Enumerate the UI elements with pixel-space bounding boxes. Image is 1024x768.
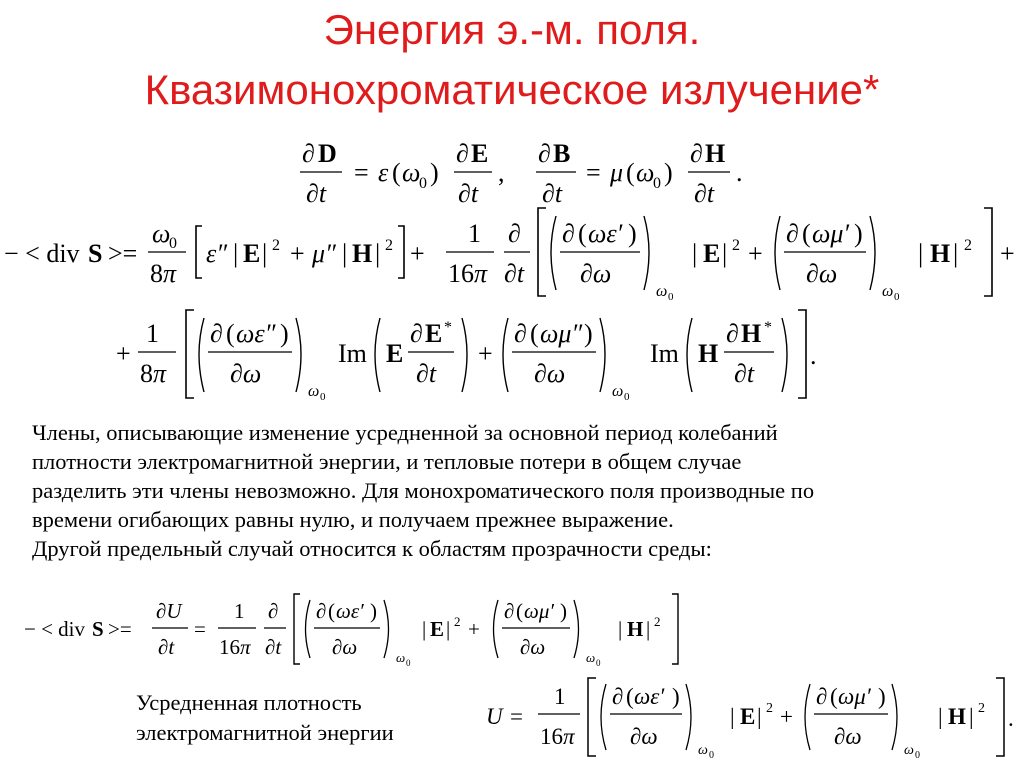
svg-text:ω: ω xyxy=(904,743,914,758)
svg-text:∂: ∂ xyxy=(612,684,624,709)
svg-text:∂: ∂ xyxy=(302,139,315,168)
svg-text:ω: ω xyxy=(698,743,708,758)
svg-text:): ) xyxy=(560,599,567,623)
svg-text:(: ( xyxy=(226,319,235,348)
svg-text:): ) xyxy=(280,319,289,348)
svg-text:∂ω: ∂ω xyxy=(580,259,612,288)
svg-text:∂t: ∂t xyxy=(734,359,755,388)
svg-text:+: + xyxy=(468,617,480,641)
svg-text:B: B xyxy=(553,139,571,168)
svg-text:E: E xyxy=(386,339,404,368)
svg-text:|: | xyxy=(969,704,974,729)
svg-text:(: ( xyxy=(626,684,634,709)
svg-text:ωμ′: ωμ′ xyxy=(812,219,850,248)
svg-text:2: 2 xyxy=(766,701,773,716)
svg-text:.: . xyxy=(810,341,817,370)
svg-text:|: | xyxy=(233,239,239,268)
svg-text:(: ( xyxy=(328,599,335,623)
svg-text:ωμ′: ωμ′ xyxy=(838,684,871,709)
svg-text:∂: ∂ xyxy=(456,139,469,168)
svg-text:∂t: ∂t xyxy=(458,179,479,208)
svg-text:0: 0 xyxy=(419,175,427,192)
svg-text:|: | xyxy=(938,704,943,729)
svg-text:2: 2 xyxy=(732,237,740,254)
svg-text:∂: ∂ xyxy=(508,219,521,248)
svg-text:H: H xyxy=(930,239,951,268)
svg-text:ω: ω xyxy=(152,219,171,248)
svg-text:|: | xyxy=(618,617,623,641)
svg-text:>=: >= xyxy=(108,617,132,641)
svg-text:∂ω: ∂ω xyxy=(834,724,862,749)
svg-text:=: = xyxy=(354,158,369,187)
svg-text:): ) xyxy=(430,158,439,187)
svg-text:(: ( xyxy=(626,158,635,187)
svg-text:∂ω: ∂ω xyxy=(520,635,546,659)
svg-text:H: H xyxy=(627,617,644,641)
svg-text:+: + xyxy=(1000,239,1015,268)
svg-text:=: = xyxy=(194,617,206,641)
equation-energy-density xyxy=(482,674,1024,764)
slide-title-line-1: Энергия э.-м. поля. xyxy=(323,6,701,53)
equation-poynting-general-line-2 xyxy=(110,306,840,406)
svg-text:H: H xyxy=(698,339,719,368)
svg-text:ωε′: ωε′ xyxy=(336,599,364,623)
svg-text:∂t: ∂t xyxy=(306,179,327,208)
svg-text:|: | xyxy=(730,704,735,729)
svg-text:1: 1 xyxy=(554,684,566,709)
svg-text:∂ω: ∂ω xyxy=(230,359,262,388)
svg-text:∂: ∂ xyxy=(816,684,828,709)
svg-text:1: 1 xyxy=(234,599,245,623)
svg-text:H: H xyxy=(705,139,726,168)
svg-text:0: 0 xyxy=(320,391,326,403)
svg-text:0: 0 xyxy=(668,291,674,303)
svg-text:μ: μ xyxy=(610,158,624,187)
svg-text:2: 2 xyxy=(978,701,985,716)
svg-text:− < div: − < div xyxy=(4,239,80,268)
svg-text:0: 0 xyxy=(709,750,714,761)
svg-text:0: 0 xyxy=(653,175,661,192)
svg-text:): ) xyxy=(370,599,377,623)
svg-text:|: | xyxy=(918,239,924,268)
svg-text:|: | xyxy=(446,617,451,641)
svg-text:S: S xyxy=(92,617,104,641)
svg-text:|: | xyxy=(262,239,268,268)
svg-text:S: S xyxy=(88,239,103,268)
svg-text:): ) xyxy=(584,319,593,348)
svg-text:U: U xyxy=(486,704,503,729)
svg-text:ω: ω xyxy=(396,650,406,665)
svg-text:(: ( xyxy=(578,219,587,248)
svg-text:ω: ω xyxy=(402,158,421,187)
svg-text:∂: ∂ xyxy=(538,139,551,168)
svg-text:∂: ∂ xyxy=(504,599,515,623)
svg-text:0: 0 xyxy=(894,291,900,303)
svg-text:): ) xyxy=(854,219,863,248)
svg-text:Im: Im xyxy=(650,339,679,368)
svg-text:*: * xyxy=(444,319,452,336)
svg-text:=: = xyxy=(510,704,523,729)
svg-text:ω: ω xyxy=(308,383,320,400)
paragraph-line: плотности электромагнитной энергии, и тепловые потери в общем случае xyxy=(32,449,742,474)
paragraph-line: разделить эти члены невозможно. Для монохроматического поля производные по xyxy=(32,478,815,503)
slide-title-line-2: Квазимонохроматическое излучение* xyxy=(144,66,880,113)
svg-text:ω: ω xyxy=(882,283,894,300)
svg-text:ω: ω xyxy=(636,158,655,187)
svg-text:0: 0 xyxy=(915,750,920,761)
svg-text:(: ( xyxy=(530,319,539,348)
svg-text:∂ω: ∂ω xyxy=(534,359,566,388)
svg-text:∂: ∂ xyxy=(562,219,575,248)
svg-text:+: + xyxy=(410,239,425,268)
svg-text:ωε′: ωε′ xyxy=(634,684,665,709)
paragraph-line: Другой предельный случай относится к областям прозрачности среды: xyxy=(32,536,712,561)
equation-constitutive xyxy=(280,132,760,212)
svg-text:0: 0 xyxy=(596,658,601,668)
svg-text:2: 2 xyxy=(964,237,972,254)
svg-text:|: | xyxy=(422,617,427,641)
svg-text:8π: 8π xyxy=(150,259,177,288)
svg-text:∂: ∂ xyxy=(726,319,739,348)
svg-text:μ″: μ″ xyxy=(312,239,336,268)
svg-text:∂t: ∂t xyxy=(158,635,175,659)
svg-text:): ) xyxy=(664,158,673,187)
svg-text:ωε″: ωε″ xyxy=(236,319,276,348)
svg-text:∂t: ∂t xyxy=(416,359,437,388)
svg-text:): ) xyxy=(672,684,680,709)
svg-text:1: 1 xyxy=(146,319,159,348)
svg-text:>=: >= xyxy=(108,239,138,268)
svg-text:0: 0 xyxy=(624,391,630,403)
svg-text:8π: 8π xyxy=(140,359,167,388)
svg-text:Im: Im xyxy=(338,339,367,368)
svg-text:,: , xyxy=(498,158,505,187)
equation-poynting-general-line-1 xyxy=(0,204,1024,304)
svg-text:2: 2 xyxy=(454,614,461,629)
svg-text:E: E xyxy=(703,239,721,268)
paragraph-line: времени огибающих равны нулю, и получаем прежнее выражение. xyxy=(32,507,674,532)
svg-text:(: ( xyxy=(802,219,811,248)
svg-text:|: | xyxy=(757,704,762,729)
svg-text:+: + xyxy=(780,704,793,729)
svg-text:16π: 16π xyxy=(219,635,251,659)
svg-text:∂: ∂ xyxy=(268,599,279,623)
svg-text:ω: ω xyxy=(612,383,624,400)
svg-text:(: ( xyxy=(516,599,523,623)
svg-text:E: E xyxy=(740,704,756,729)
svg-text:E: E xyxy=(430,617,445,641)
svg-text:1: 1 xyxy=(468,219,481,248)
svg-text:0: 0 xyxy=(169,235,177,252)
svg-text:∂: ∂ xyxy=(316,599,327,623)
paragraph-line: Члены, описывающие изменение усредненной за основной период колебаний xyxy=(32,420,778,445)
svg-text:∂t: ∂t xyxy=(542,179,563,208)
svg-text:+: + xyxy=(478,339,493,368)
svg-text:H: H xyxy=(948,704,966,729)
explanation-paragraph xyxy=(32,418,1022,563)
svg-text:): ) xyxy=(628,219,637,248)
svg-text:|: | xyxy=(646,617,651,641)
svg-text:16π: 16π xyxy=(448,259,488,288)
svg-text:+: + xyxy=(748,239,763,268)
svg-text:.: . xyxy=(736,158,743,187)
svg-text:2: 2 xyxy=(654,614,661,629)
svg-text:∂ω: ∂ω xyxy=(806,259,838,288)
svg-text:|: | xyxy=(692,239,698,268)
svg-text:2: 2 xyxy=(272,237,280,254)
svg-text:E: E xyxy=(425,319,443,348)
svg-text:|: | xyxy=(342,239,348,268)
svg-text:ω: ω xyxy=(586,650,596,665)
svg-text:|: | xyxy=(375,239,381,268)
svg-text:∂t: ∂t xyxy=(504,259,525,288)
svg-text:D: D xyxy=(318,139,337,168)
svg-text:ωε′: ωε′ xyxy=(588,219,623,248)
svg-text:.: . xyxy=(1008,706,1014,731)
svg-text:ε″: ε″ xyxy=(206,239,228,268)
svg-text:E: E xyxy=(243,239,261,268)
svg-text:∂ω: ∂ω xyxy=(332,635,358,659)
svg-text:(: ( xyxy=(392,158,401,187)
svg-text:ε: ε xyxy=(378,158,389,187)
svg-text:E: E xyxy=(471,139,489,168)
svg-text:− < div: − < div xyxy=(24,617,86,641)
caption-line-1: Усредненная плотность xyxy=(136,690,362,715)
svg-text:H: H xyxy=(352,239,373,268)
equation-poynting-transparent xyxy=(20,590,700,672)
svg-text:(: ( xyxy=(830,684,838,709)
svg-text:+: + xyxy=(290,239,305,268)
svg-text:H: H xyxy=(741,319,762,348)
svg-text:+: + xyxy=(116,339,131,368)
svg-text:ωμ′: ωμ′ xyxy=(524,599,554,623)
svg-text:0: 0 xyxy=(406,658,411,668)
svg-text:=: = xyxy=(586,158,601,187)
svg-text:∂: ∂ xyxy=(690,139,703,168)
svg-text:ω: ω xyxy=(656,283,668,300)
caption-line-2: электромагнитной энергии xyxy=(136,720,394,745)
svg-text:∂: ∂ xyxy=(514,319,527,348)
svg-text:ωμ″: ωμ″ xyxy=(540,319,583,348)
svg-text:*: * xyxy=(764,319,772,336)
svg-text:∂t: ∂t xyxy=(694,179,715,208)
svg-text:16π: 16π xyxy=(540,724,575,749)
svg-text:|: | xyxy=(953,239,959,268)
svg-text:): ) xyxy=(878,684,886,709)
svg-text:∂: ∂ xyxy=(786,219,799,248)
energy-density-caption xyxy=(136,688,394,748)
svg-text:∂U: ∂U xyxy=(156,599,182,623)
svg-text:∂ω: ∂ω xyxy=(630,724,658,749)
svg-text:∂: ∂ xyxy=(210,319,223,348)
svg-text:2: 2 xyxy=(385,237,393,254)
svg-text:∂t: ∂t xyxy=(265,635,282,659)
svg-text:|: | xyxy=(722,239,728,268)
svg-text:∂: ∂ xyxy=(410,319,423,348)
